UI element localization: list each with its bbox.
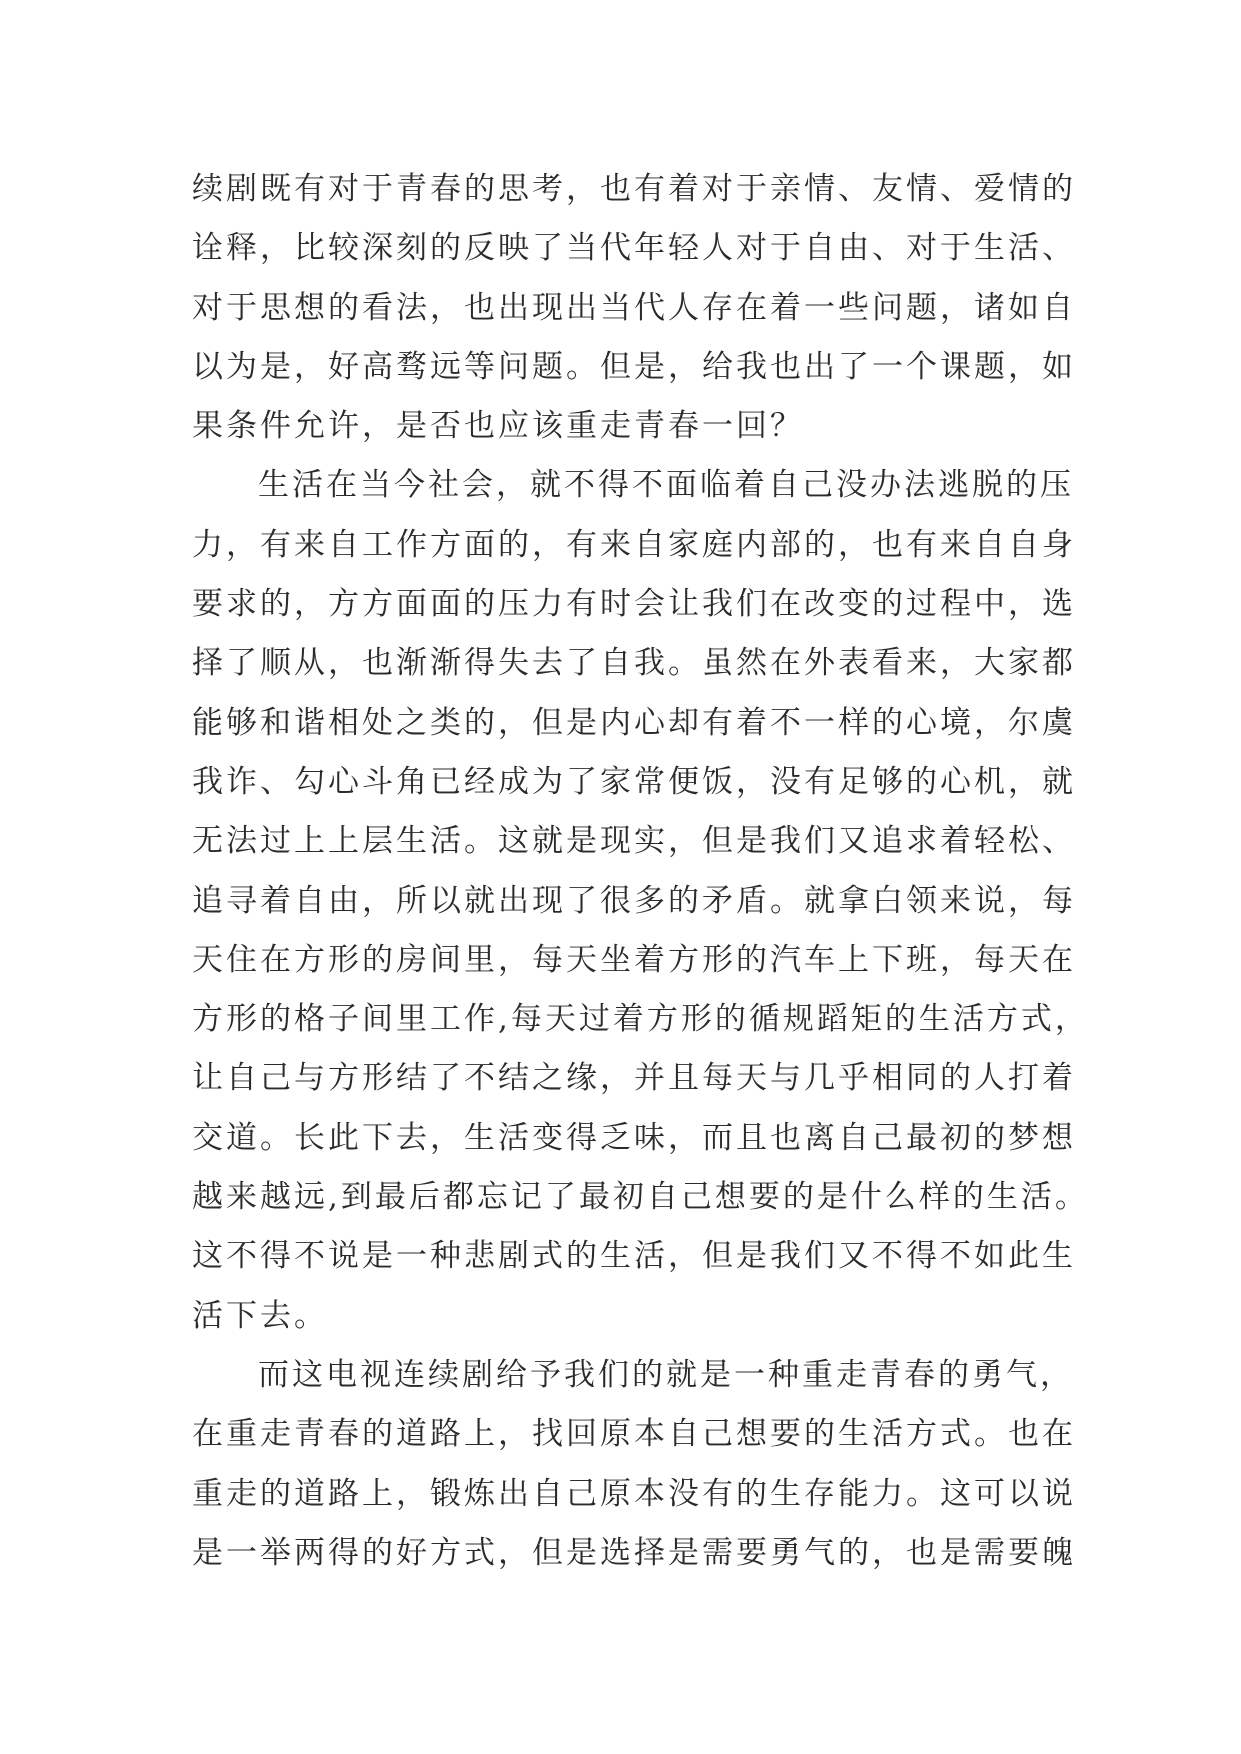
text-line: 是一举两得的好方式，但是选择是需要勇气的，也是需要魄 xyxy=(192,1534,1076,1571)
text-line: 越来越远,到最后都忘记了最初自己想要的是什么样的生活。 xyxy=(192,1179,1089,1216)
text-line: 活下去。 xyxy=(192,1297,328,1334)
text-line: 这不得不说是一种悲剧式的生活，但是我们又不得不如此生 xyxy=(192,1238,1076,1275)
text-line: 生活在当今社会，就不得不面临着自己没办法逃脱的压 xyxy=(258,467,1074,504)
text-line: 以为是，好高骛远等问题。但是，给我也出了一个课题，如 xyxy=(192,348,1076,385)
text-line: 无法过上上层生活。这就是现实，但是我们又追求着轻松、 xyxy=(192,823,1076,860)
text-line: 在重走青春的道路上，找回原本自己想要的生活方式。也在 xyxy=(192,1416,1076,1453)
text-line: 诠释，比较深刻的反映了当代年轻人对于自由、对于生活、 xyxy=(192,230,1076,267)
text-line: 能够和谐相处之类的，但是内心却有着不一样的心境，尔虞 xyxy=(192,704,1076,741)
text-line: 而这电视连续剧给予我们的就是一种重走青春的勇气， xyxy=(258,1356,1074,1393)
text-line: 让自己与方形结了不结之缘，并且每天与几乎相同的人打着 xyxy=(192,1060,1076,1097)
text-line: 天住在方形的房间里，每天坐着方形的汽车上下班，每天在 xyxy=(192,941,1076,978)
text-line: 对于思想的看法，也出现出当代人存在着一些问题，诸如自 xyxy=(192,289,1076,326)
text-line: 要求的，方方面面的压力有时会让我们在改变的过程中，选 xyxy=(192,586,1076,623)
text-line: 重走的道路上，锻炼出自己原本没有的生存能力。这可以说 xyxy=(192,1475,1076,1512)
body-text xyxy=(192,160,1089,1583)
text-line: 交道。长此下去，生活变得乏味，而且也离自己最初的梦想 xyxy=(192,1119,1076,1156)
text-line: 续剧既有对于青春的思考，也有着对于亲情、友情、爱情的 xyxy=(192,171,1076,207)
text-line: 我诈、勾心斗角已经成为了家常便饭，没有足够的心机，就 xyxy=(192,763,1076,800)
text-line: 追寻着自由，所以就出现了很多的矛盾。就拿白领来说，每 xyxy=(192,882,1076,919)
text-line: 方形的格子间里工作,每天过着方形的循规蹈矩的生活方式， xyxy=(192,1001,1089,1038)
text-line: 果条件允许，是否也应该重走青春一回？ xyxy=(192,408,804,445)
text-line: 择了顺从，也渐渐得失去了自我。虽然在外表看来，大家都 xyxy=(192,645,1076,682)
text-line: 力，有来自工作方面的，有来自家庭内部的，也有来自自身 xyxy=(192,526,1076,563)
